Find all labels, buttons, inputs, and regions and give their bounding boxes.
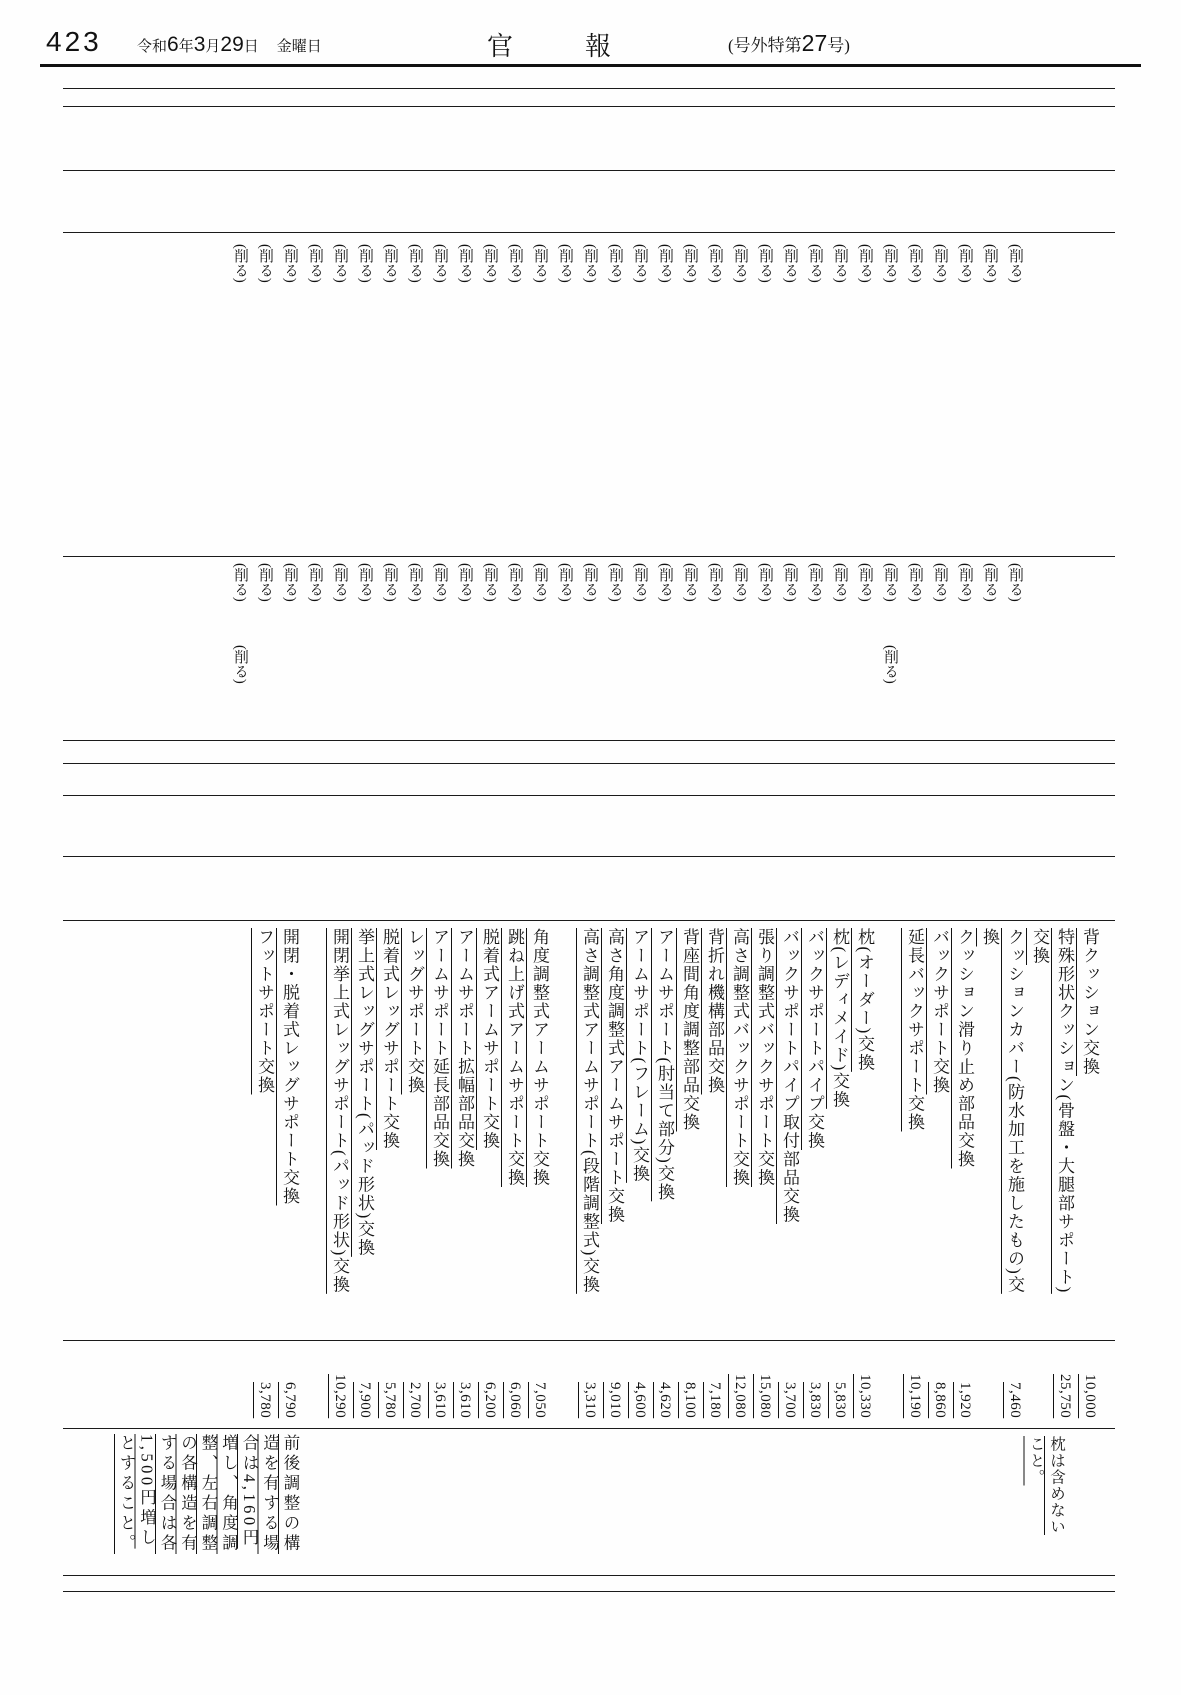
item-name: フットサポート交換 — [255, 928, 274, 1095]
price-value: 6,060 — [507, 1381, 523, 1418]
deletion-mark: (削る) — [482, 244, 498, 283]
price-cell — [702, 1382, 727, 1418]
price-value: 15,080 — [757, 1373, 773, 1418]
deletion-mark: (削る) — [582, 244, 598, 283]
table-row — [802, 928, 827, 1306]
table-row — [477, 928, 502, 1306]
price-value: 4,600 — [632, 1381, 648, 1418]
deletion-mark: (削る) — [807, 244, 823, 283]
price-cell — [727, 1374, 752, 1418]
price-cell — [927, 1382, 952, 1418]
issue-number: (号外特第27号) — [728, 30, 850, 56]
price-value: 9,010 — [607, 1381, 623, 1418]
deletion-mark: (削る) — [757, 244, 773, 283]
deletion-mark: (削る) — [982, 563, 998, 602]
deletion-mark: (削る) — [882, 563, 898, 602]
price-value: 8,100 — [682, 1381, 698, 1418]
price-cell — [602, 1382, 627, 1418]
horizontal-rule — [63, 170, 1115, 171]
deletion-mark: (削る) — [907, 563, 923, 602]
price-value: 5,830 — [832, 1381, 848, 1418]
price-cell — [827, 1382, 852, 1418]
table-row — [302, 928, 352, 1306]
horizontal-rule — [63, 740, 1115, 741]
deletion-mark: (削る) — [1007, 563, 1023, 602]
price-value: 10,330 — [857, 1373, 873, 1418]
price-cell — [802, 1382, 827, 1418]
page-number: 423 — [46, 26, 102, 57]
item-name: クッションカバー(防水加工を施したもの)交換 — [980, 928, 1024, 1294]
price-cell — [527, 1382, 552, 1418]
price-cell — [427, 1382, 452, 1418]
price-value: 3,610 — [432, 1381, 448, 1418]
deletion-mark: (削る) — [257, 244, 273, 283]
price-cell — [252, 1382, 277, 1418]
table-row — [527, 928, 552, 1306]
price-cell — [652, 1382, 677, 1418]
publication-title: 官報 — [487, 32, 684, 61]
price-value: 25,750 — [1057, 1373, 1073, 1418]
deletion-mark: (削る) — [882, 244, 898, 283]
item-name: 延長バックサポート交換 — [905, 928, 924, 1132]
horizontal-rule — [63, 1591, 1115, 1592]
deletion-mark: (削る) — [307, 563, 323, 602]
table-row — [927, 928, 952, 1306]
deletion-mark: (削る) — [457, 244, 473, 283]
item-name: バックサポート交換 — [930, 928, 949, 1095]
deletion-mark: (削る) — [557, 563, 573, 602]
deletion-mark: (削る) — [257, 563, 273, 602]
price-cell — [402, 1382, 427, 1418]
deletion-mark: (削る) — [282, 563, 298, 602]
price-value: 3,700 — [782, 1381, 798, 1418]
deletion-mark: (削る) — [857, 244, 873, 283]
deletion-mark: (削る) — [857, 563, 873, 602]
deletion-mark: (削る) — [482, 563, 498, 602]
item-name: クッション滑り止め部品交換 — [955, 928, 974, 1169]
deletion-mark: (削る) — [607, 563, 623, 602]
horizontal-rule — [63, 795, 1115, 796]
deletion-mark: (削る) — [907, 244, 923, 283]
deletion-mark: (削る) — [557, 244, 573, 283]
price-value: 10,290 — [332, 1373, 348, 1418]
deletion-mark: (削る) — [882, 645, 898, 684]
horizontal-rule — [63, 1575, 1115, 1576]
table-row — [727, 928, 752, 1306]
price-value: 3,610 — [457, 1381, 473, 1418]
price-cell — [1052, 1374, 1077, 1418]
deletion-mark: (削る) — [632, 563, 648, 602]
item-name: 脱着式アームサポート交換 — [480, 928, 499, 1150]
item-name: アームサポート延長部品交換 — [430, 928, 449, 1169]
deletion-mark: (削る) — [432, 244, 448, 283]
remark-note — [116, 1434, 301, 1556]
table-row — [852, 928, 877, 1306]
issue-date: 令和6年3月29日 金曜日 — [137, 33, 322, 56]
horizontal-rule — [63, 856, 1115, 857]
deletion-mark: (削る) — [832, 244, 848, 283]
table-row — [977, 928, 1027, 1306]
price-cell — [352, 1382, 377, 1418]
horizontal-rule — [63, 106, 1115, 107]
deletion-mark: (削る) — [232, 244, 248, 283]
item-name: バックサポートパイプ交換 — [805, 928, 824, 1150]
deletion-mark: (削る) — [782, 563, 798, 602]
deletion-mark: (削る) — [957, 563, 973, 602]
item-name: 高さ調整式バックサポート交換 — [730, 928, 749, 1187]
price-value: 7,180 — [707, 1381, 723, 1418]
item-name: バックサポートパイプ取付部品交換 — [780, 928, 799, 1224]
price-cell — [1077, 1374, 1102, 1418]
item-name: 開閉挙上式レッグサポート(パッド形状)交換 — [330, 928, 349, 1294]
price-cell — [752, 1374, 777, 1418]
price-cell — [777, 1382, 802, 1418]
price-cell — [952, 1382, 977, 1418]
deletion-mark: (削る) — [707, 563, 723, 602]
price-value: 6,790 — [282, 1381, 298, 1418]
price-value: 10,190 — [907, 1373, 923, 1418]
table-row — [952, 928, 977, 1306]
table-row — [652, 928, 677, 1306]
price-cell — [627, 1382, 652, 1418]
deletion-mark: (削る) — [332, 244, 348, 283]
table-row — [752, 928, 777, 1306]
horizontal-rule — [63, 920, 1115, 921]
deletion-mark: (削る) — [657, 244, 673, 283]
price-cell — [377, 1382, 402, 1418]
price-value: 7,460 — [1007, 1381, 1023, 1418]
item-name: 背折れ機構部品交換 — [705, 928, 724, 1095]
deletion-mark: (削る) — [732, 244, 748, 283]
price-cell — [1002, 1382, 1027, 1418]
table-row — [427, 928, 452, 1306]
horizontal-rule — [63, 232, 1115, 233]
table-row — [702, 928, 727, 1306]
deletion-mark: (削る) — [657, 563, 673, 602]
deletion-mark: (削る) — [1007, 244, 1023, 283]
deletion-mark: (削る) — [232, 645, 248, 684]
weekday: 金曜日 — [276, 39, 322, 55]
price-cell — [902, 1374, 927, 1418]
table-row — [502, 928, 527, 1306]
table-row — [402, 928, 427, 1306]
item-name: アームサポート(フレーム)交換 — [630, 928, 649, 1183]
horizontal-rule — [63, 1340, 1115, 1341]
deletion-mark: (削る) — [782, 244, 798, 283]
item-name: 脱着式レッグサポート交換 — [380, 928, 399, 1150]
deletion-mark: (削る) — [682, 244, 698, 283]
price-value: 7,900 — [357, 1381, 373, 1418]
item-name: レッグサポート交換 — [405, 928, 424, 1095]
remark-text: 枕は含めないこと。 — [1027, 1436, 1065, 1535]
table-row — [1027, 928, 1077, 1306]
deletion-mark: (削る) — [982, 244, 998, 283]
price-value: 4,620 — [657, 1381, 673, 1418]
price-value: 12,080 — [732, 1373, 748, 1418]
deletion-mark: (削る) — [382, 244, 398, 283]
deletion-mark: (削る) — [282, 244, 298, 283]
deletion-mark: (削る) — [532, 244, 548, 283]
horizontal-rule — [63, 556, 1115, 557]
deletion-mark: (削る) — [732, 563, 748, 602]
deletion-mark: (削る) — [332, 563, 348, 602]
price-cell — [577, 1382, 602, 1418]
item-name: 特殊形状クッション(骨盤・大腿部サポート)交換 — [1030, 928, 1074, 1294]
price-cell — [502, 1382, 527, 1418]
table-row — [602, 928, 627, 1306]
price-cell — [477, 1382, 502, 1418]
page-header — [0, 0, 1181, 70]
table-row — [677, 928, 702, 1306]
horizontal-rule — [63, 88, 1115, 89]
deletion-mark: (削る) — [932, 563, 948, 602]
table-row — [552, 928, 602, 1306]
item-name: 高さ角度調整式アームサポート交換 — [605, 928, 624, 1224]
item-name: 角度調整式アームサポート交換 — [530, 928, 549, 1187]
deletion-mark: (削る) — [457, 563, 473, 602]
table-row — [252, 928, 277, 1306]
item-name: アームサポート(肘当て部分)交換 — [655, 928, 674, 1202]
deletion-mark: (削る) — [532, 563, 548, 602]
deletion-mark: (削る) — [707, 244, 723, 283]
item-name: 高さ調整式アームサポート(段階調整式)交換 — [580, 928, 599, 1294]
table-row — [902, 928, 927, 1306]
header-rule — [40, 64, 1141, 67]
deletion-mark: (削る) — [432, 563, 448, 602]
price-value: 3,310 — [582, 1381, 598, 1418]
price-cell — [677, 1382, 702, 1418]
item-name: アームサポート拡幅部品交換 — [455, 928, 474, 1169]
price-value: 7,050 — [532, 1381, 548, 1418]
item-name: 枕(レディメイド)交換 — [830, 928, 849, 1109]
deletion-mark: (削る) — [507, 563, 523, 602]
deletion-mark: (削る) — [682, 563, 698, 602]
table-row — [452, 928, 477, 1306]
deletion-mark: (削る) — [807, 563, 823, 602]
deletion-mark: (削る) — [932, 244, 948, 283]
item-name: 背座間角度調整部品交換 — [680, 928, 699, 1132]
table-row — [627, 928, 652, 1306]
deletion-mark: (削る) — [357, 563, 373, 602]
deletion-mark: (削る) — [382, 563, 398, 602]
horizontal-rule — [63, 763, 1115, 764]
table-row — [377, 928, 402, 1306]
table-row — [277, 928, 302, 1306]
price-value: 8,860 — [932, 1381, 948, 1418]
price-value: 3,780 — [257, 1381, 273, 1418]
deletion-mark: (削る) — [632, 244, 648, 283]
item-name: 背クッション交換 — [1080, 928, 1099, 1076]
price-value: 1,920 — [957, 1381, 973, 1418]
price-value: 3,830 — [807, 1381, 823, 1418]
item-name: 挙上式レッグサポート(パッド形状)交換 — [355, 928, 374, 1257]
price-value: 5,780 — [382, 1381, 398, 1418]
item-name: 開閉・脱着式レッグサポート交換 — [280, 928, 299, 1206]
deletion-mark: (削る) — [757, 563, 773, 602]
table-row — [777, 928, 802, 1306]
price-cell — [452, 1382, 477, 1418]
price-cell — [852, 1374, 877, 1418]
deletion-mark: (削る) — [607, 244, 623, 283]
item-name: 枕(オーダー)交換 — [855, 928, 874, 1072]
table-row — [352, 928, 377, 1306]
price-value: 2,700 — [407, 1381, 423, 1418]
deletion-mark: (削る) — [507, 244, 523, 283]
item-name: 跳ね上げ式アームサポート交換 — [505, 928, 524, 1187]
deletion-mark: (削る) — [232, 563, 248, 602]
remark-note — [1025, 1436, 1066, 1536]
deletion-mark: (削る) — [957, 244, 973, 283]
deletion-mark: (削る) — [357, 244, 373, 283]
price-value: 10,000 — [1082, 1373, 1098, 1418]
remark-text: 前後調整の構造を有する場合は4,160円増し、角度調整、左右調整の各構造を有する場合は各1,500円増しとすること。 — [117, 1434, 300, 1554]
deletion-mark: (削る) — [832, 563, 848, 602]
price-cell — [327, 1374, 352, 1418]
price-cell — [277, 1382, 302, 1418]
table-row — [827, 928, 852, 1306]
deletion-mark: (削る) — [582, 563, 598, 602]
price-value: 6,200 — [482, 1381, 498, 1418]
item-name: 張り調整式バックサポート交換 — [755, 928, 774, 1187]
deletion-mark: (削る) — [407, 563, 423, 602]
deletion-mark: (削る) — [307, 244, 323, 283]
table-row — [1077, 928, 1102, 1306]
horizontal-rule — [63, 1428, 1115, 1429]
deletion-mark: (削る) — [407, 244, 423, 283]
